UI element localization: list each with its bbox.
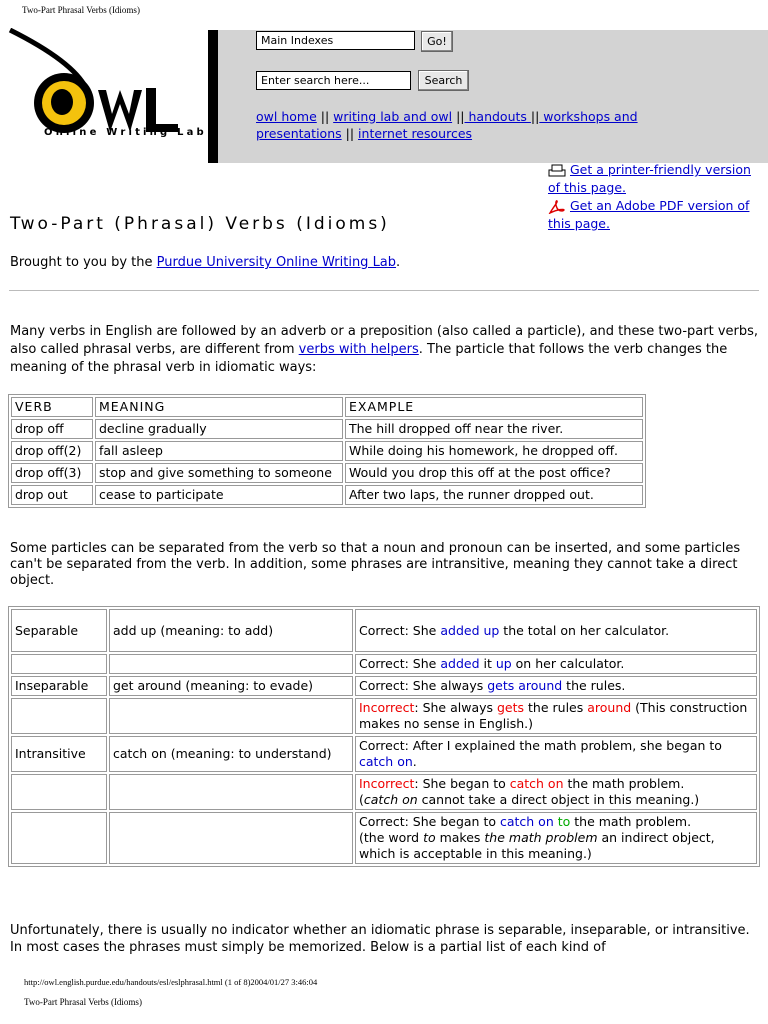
header-cell: MEANING [95,397,343,417]
brought-period: . [396,255,401,270]
meaning-cell: decline gradually [95,419,343,439]
table-row [11,419,643,439]
nav-internet-resources[interactable]: internet resources [358,126,473,141]
print-header-title: Two-Part Phrasal Verbs (Idioms) [22,5,140,15]
verb-cell: drop out [11,485,93,505]
go-button[interactable]: Go! [421,31,453,52]
search-input[interactable]: Enter search here... [256,71,411,90]
example-cell: Incorrect: She began to catch on the math problem. (catch on cannot take a direct object in this meaning.) [355,774,757,810]
type-cell [11,774,107,810]
printer-icon [548,164,566,178]
nav-separator: || [530,109,540,124]
verbs-with-helpers-link[interactable]: verbs with helpers [298,342,419,357]
header-cell: EXAMPLE [345,397,643,417]
meaning-cell: fall asleep [95,441,343,461]
purdue-owl-link[interactable]: Purdue University Online Writing Lab [156,255,397,270]
type-cell [11,812,107,864]
meaning-cell: stop and give something to someone [95,463,343,483]
nav-handouts[interactable]: handouts [464,109,531,124]
table-row [11,736,757,772]
intro-text: Many verbs in English are followed by an adverb or a preposition (also called a particle), and these two-part verbs, also called phrasal verbs, are different from [10,324,759,357]
type-cell: Separable [11,609,107,652]
intro-paragraph [10,323,760,377]
printer-links [548,161,758,233]
nav-owl-home[interactable]: owl home [256,109,317,124]
table-row [11,485,643,505]
verb-cell: drop off [11,419,93,439]
closing-paragraph: Unfortunately, there is usually no indicator whether an idiomatic phrase is separable, inseparable, or intransitive. In most cases the phrases must simply be memorized. Below is a partial list of each kind of [10,923,750,955]
verb-cell: drop off(3) [11,463,93,483]
type-cell [11,654,107,674]
intro-text-end: . The particle that follows the verb changes the meaning of the phrasal verb in idiomatic ways: [10,342,728,375]
nav-writing-lab[interactable]: writing lab and owl [333,109,453,124]
header-divider [208,30,218,163]
table-row [11,698,757,734]
table-header-row [11,397,643,417]
pdf-icon [548,200,566,214]
table-row [11,812,757,864]
nav-separator: || [456,109,465,124]
logo-subtitle: Online Writing Lab [44,127,207,138]
example-cell: While doing his homework, he dropped off. [345,441,643,461]
separability-table [8,606,760,867]
example-cell: Incorrect: She always gets the rules around (This construction makes no sense in English.) [355,698,757,734]
phrase-cell [109,654,353,674]
print-footer-title: Two-Part Phrasal Verbs (Idioms) [24,997,142,1007]
nav-separator: || [345,126,355,141]
phrase-cell: get around (meaning: to evade) [109,676,353,696]
example-cell: Correct: She added it up on her calculator. [355,654,757,674]
phrase-cell [109,774,353,810]
page-title: Two-Part (Phrasal) Verbs (Idioms) [10,214,390,234]
phrase-cell [109,698,353,734]
example-cell: Correct: She began to catch on to the math problem. (the word to makes the math problem an indirect object, which is acceptable in this meaning.) [355,812,757,864]
example-cell: After two laps, the runner dropped out. [345,485,643,505]
example-cell: Would you drop this off at the post office? [345,463,643,483]
brought-to-you-line [10,255,400,270]
main-indexes-select[interactable]: Main Indexes [256,31,415,50]
nav-separator: || [320,109,330,124]
phrase-cell: catch on (meaning: to understand) [109,736,353,772]
meaning-cell: cease to participate [95,485,343,505]
phrasal-verb-table [8,394,646,508]
print-footer-url: http://owl.english.purdue.edu/handouts/esl/eslphrasal.html (1 of 8)2004/01/27 3:46:04 [24,977,318,987]
nav-links [256,108,676,142]
pdf-version-link[interactable]: Get an Adobe PDF version of this page. [548,198,750,231]
example-cell: The hill dropped off near the river. [345,419,643,439]
table-row [11,676,757,696]
table-row [11,774,757,810]
table-row [11,463,643,483]
phrase-cell: add up (meaning: to add) [109,609,353,652]
type-cell: Intransitive [11,736,107,772]
verb-cell: drop off(2) [11,441,93,461]
example-cell: Correct: After I explained the math problem, she began to catch on. [355,736,757,772]
nav-workshops[interactable]: workshops and presentations [256,109,638,141]
table-row [11,609,757,652]
horizontal-rule [9,290,759,291]
example-cell: Correct: She always gets around the rules. [355,676,757,696]
search-button[interactable]: Search [418,70,469,91]
header-cell: VERB [11,397,93,417]
type-cell: Inseparable [11,676,107,696]
brought-text: Brought to you by the [10,255,157,270]
table-row [11,654,757,674]
particles-paragraph: Some particles can be separated from the verb so that a noun and pronoun can be inserted, and some particles can't be separated from the verb. In addition, some phrases are intransitive, meaning they cannot take a direct object. [10,541,741,588]
example-cell: Correct: She added up the total on her calculator. [355,609,757,652]
type-cell [11,698,107,734]
phrase-cell [109,812,353,864]
table-row [11,441,643,461]
printer-friendly-link[interactable]: Get a printer-friendly version of this page. [548,162,751,195]
